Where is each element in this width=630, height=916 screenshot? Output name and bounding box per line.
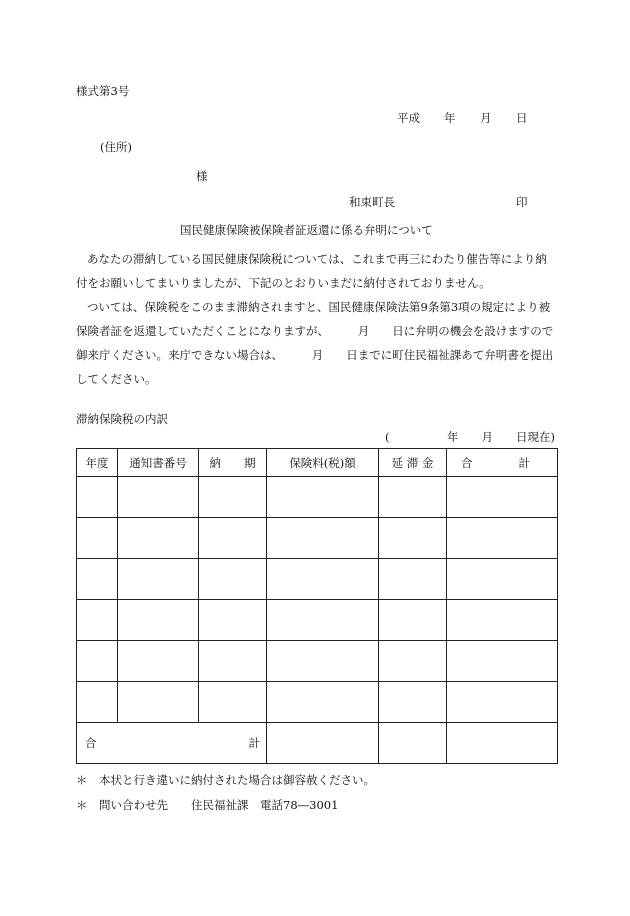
table-row [77,600,558,641]
table-cell[interactable] [118,518,199,559]
total-label-left: 合 [85,736,97,750]
table-cell[interactable] [199,477,267,518]
table-cell[interactable] [77,518,118,559]
table-cell[interactable] [199,641,267,682]
total-late-fee-cell[interactable] [379,723,447,764]
table-cell[interactable] [379,559,447,600]
table-cell[interactable] [267,559,379,600]
table-cell[interactable] [77,477,118,518]
table-cell[interactable] [379,518,447,559]
table-row [77,641,558,682]
honorific: 様 [196,169,208,183]
table-heading: 滞納保険税の内訳 [76,412,168,426]
table-cell[interactable] [118,559,199,600]
header-total-label: 合 計 [461,455,530,470]
body-paragraph-2: ついては、保険税をこのまま滞納されますと、国民健康保険法第9条第3項の規定により被保険者証を返還していただくことになりますが、 月 日に弁明の機会を設けますので御来庁ください。来庁できない場合は、 月 日までに町住民福祉課あて弁明書を提出してください。 [76,300,554,386]
date-era: 平成 [397,111,420,125]
table-cell[interactable] [77,559,118,600]
table-cell[interactable] [379,641,447,682]
date-day: 日 [516,111,528,125]
body-text [76,247,558,391]
table-cell[interactable] [199,559,267,600]
table-cell[interactable] [199,518,267,559]
total-label-right: 計 [248,736,260,750]
document-title: 国民健康保険被保険者証返還に係る弁明について [180,223,433,237]
table-cell[interactable] [77,600,118,641]
body-paragraph-1: あなたの滞納している国民健康保険税については、これまで再三にわたり催告等により納付をお願いしてまいりましたが、下記のとおりいまだに納付されておりません。 [76,252,547,290]
table-cell[interactable] [267,600,379,641]
header-late-fee: 延 滞 金 [379,449,447,477]
table-cell[interactable] [447,682,558,723]
date-month: 月 [480,111,492,125]
table-cell[interactable] [267,477,379,518]
sender-name: 和束町長 [349,195,395,209]
table-header-row [77,449,558,477]
form-number: 様式第3号 [76,84,130,98]
table-cell[interactable] [379,477,447,518]
arrears-table [76,448,558,764]
seal-mark: 印 [516,195,528,209]
table-row [77,518,558,559]
total-sum-cell[interactable] [447,723,558,764]
table-cell[interactable] [77,641,118,682]
table-row [77,682,558,723]
total-label-cell [77,723,267,764]
table-total-row [77,723,558,764]
table-cell[interactable] [447,641,558,682]
note-1: ＊ 本状と行き違いに納付された場合は御容赦ください。 [76,773,375,787]
as-of-date: ( 年 月 日現在) [385,430,555,444]
table-cell[interactable] [447,477,558,518]
header-fiscal-year: 年度 [77,449,118,477]
header-total [447,449,558,477]
table-cell[interactable] [379,600,447,641]
table-row [77,559,558,600]
table-row [77,477,558,518]
table-cell[interactable] [118,682,199,723]
table-cell[interactable] [118,641,199,682]
table-cell[interactable] [199,682,267,723]
table-cell[interactable] [118,600,199,641]
table-cell[interactable] [267,641,379,682]
table-cell[interactable] [118,477,199,518]
table-cell[interactable] [447,559,558,600]
table-cell[interactable] [267,682,379,723]
note-2: ＊ 問い合わせ先 住民福祉課 電話78―3001 [76,798,339,812]
table-cell[interactable] [77,682,118,723]
table-cell[interactable] [379,682,447,723]
header-due-period: 納 期 [199,449,267,477]
table-cell[interactable] [447,600,558,641]
header-premium-amount: 保険料(税)額 [267,449,379,477]
total-premium-cell[interactable] [267,723,379,764]
table-cell[interactable] [267,518,379,559]
table-cell[interactable] [447,518,558,559]
address-label: (住所) [100,140,132,154]
header-notice-number: 通知書番号 [118,449,199,477]
table-cell[interactable] [199,600,267,641]
date-year: 年 [444,111,456,125]
